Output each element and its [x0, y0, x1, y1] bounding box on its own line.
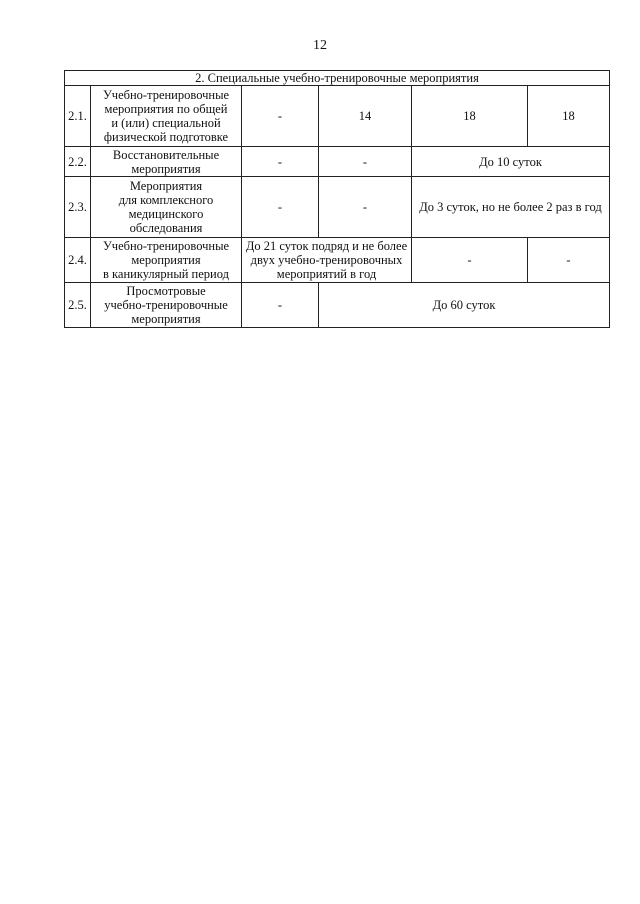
event-name-line: мероприятия — [131, 253, 201, 267]
event-name-line: Учебно-тренировочные — [102, 88, 230, 102]
event-name-line: и (или) специальной — [111, 116, 221, 130]
event-name — [91, 283, 242, 328]
event-name-line: в каникулярный период — [102, 267, 229, 281]
merged-value-line: двух учебно-тренировочных — [250, 253, 403, 267]
row-number: 2.1. — [65, 86, 91, 147]
cell-value: - — [528, 238, 610, 283]
cell-value: 18 — [528, 86, 610, 147]
page-number: 12 — [313, 38, 327, 53]
event-name-line: учебно-тренировочные — [104, 298, 228, 312]
cell-value: - — [412, 238, 528, 283]
table-row — [65, 147, 610, 177]
cell-merged-value: До 3 суток, но не более 2 раз в год — [412, 177, 610, 238]
event-name-line: Мероприятия — [129, 179, 203, 193]
event-name-line: мероприятия — [131, 312, 201, 326]
section-title: 2. Специальные учебно-тренировочные мероприятия — [65, 71, 610, 86]
cell-value: 14 — [319, 86, 412, 147]
cell-value: - — [242, 177, 319, 238]
table-row — [65, 86, 610, 147]
event-name — [91, 147, 242, 177]
event-name-line: мероприятия по общей — [104, 102, 228, 116]
row-number: 2.4. — [65, 238, 91, 283]
cell-merged-value: До 10 суток — [412, 147, 610, 177]
event-name-line: обследования — [129, 221, 203, 235]
event-name-line: физической подготовке — [103, 130, 229, 144]
event-name-line: мероприятия — [131, 161, 201, 176]
training-events-table — [64, 70, 610, 328]
cell-value: - — [242, 86, 319, 147]
cell-value: - — [319, 177, 412, 238]
table-row — [65, 238, 610, 283]
cell-merged-value — [242, 238, 412, 283]
row-number: 2.3. — [65, 177, 91, 238]
cell-value: - — [242, 147, 319, 177]
event-name-line: Учебно-тренировочные — [102, 239, 230, 253]
event-name-line: Восстановительные — [112, 147, 220, 162]
merged-value-line: До 21 суток подряд и не более — [245, 239, 408, 253]
event-name — [91, 86, 242, 147]
event-name-line: медицинского — [128, 207, 204, 221]
section-header-row — [65, 71, 610, 86]
cell-value: - — [242, 283, 319, 328]
row-number: 2.2. — [65, 147, 91, 177]
cell-merged-value: До 60 суток — [319, 283, 610, 328]
cell-value: - — [319, 147, 412, 177]
cell-value: 18 — [412, 86, 528, 147]
event-name-line: для комплексного — [118, 193, 214, 207]
event-name — [91, 177, 242, 238]
event-name — [91, 238, 242, 283]
merged-value-line: мероприятий в год — [276, 267, 377, 281]
table-row — [65, 283, 610, 328]
table-row — [65, 177, 610, 238]
event-name-line: Просмотровые — [126, 284, 206, 298]
row-number: 2.5. — [65, 283, 91, 328]
